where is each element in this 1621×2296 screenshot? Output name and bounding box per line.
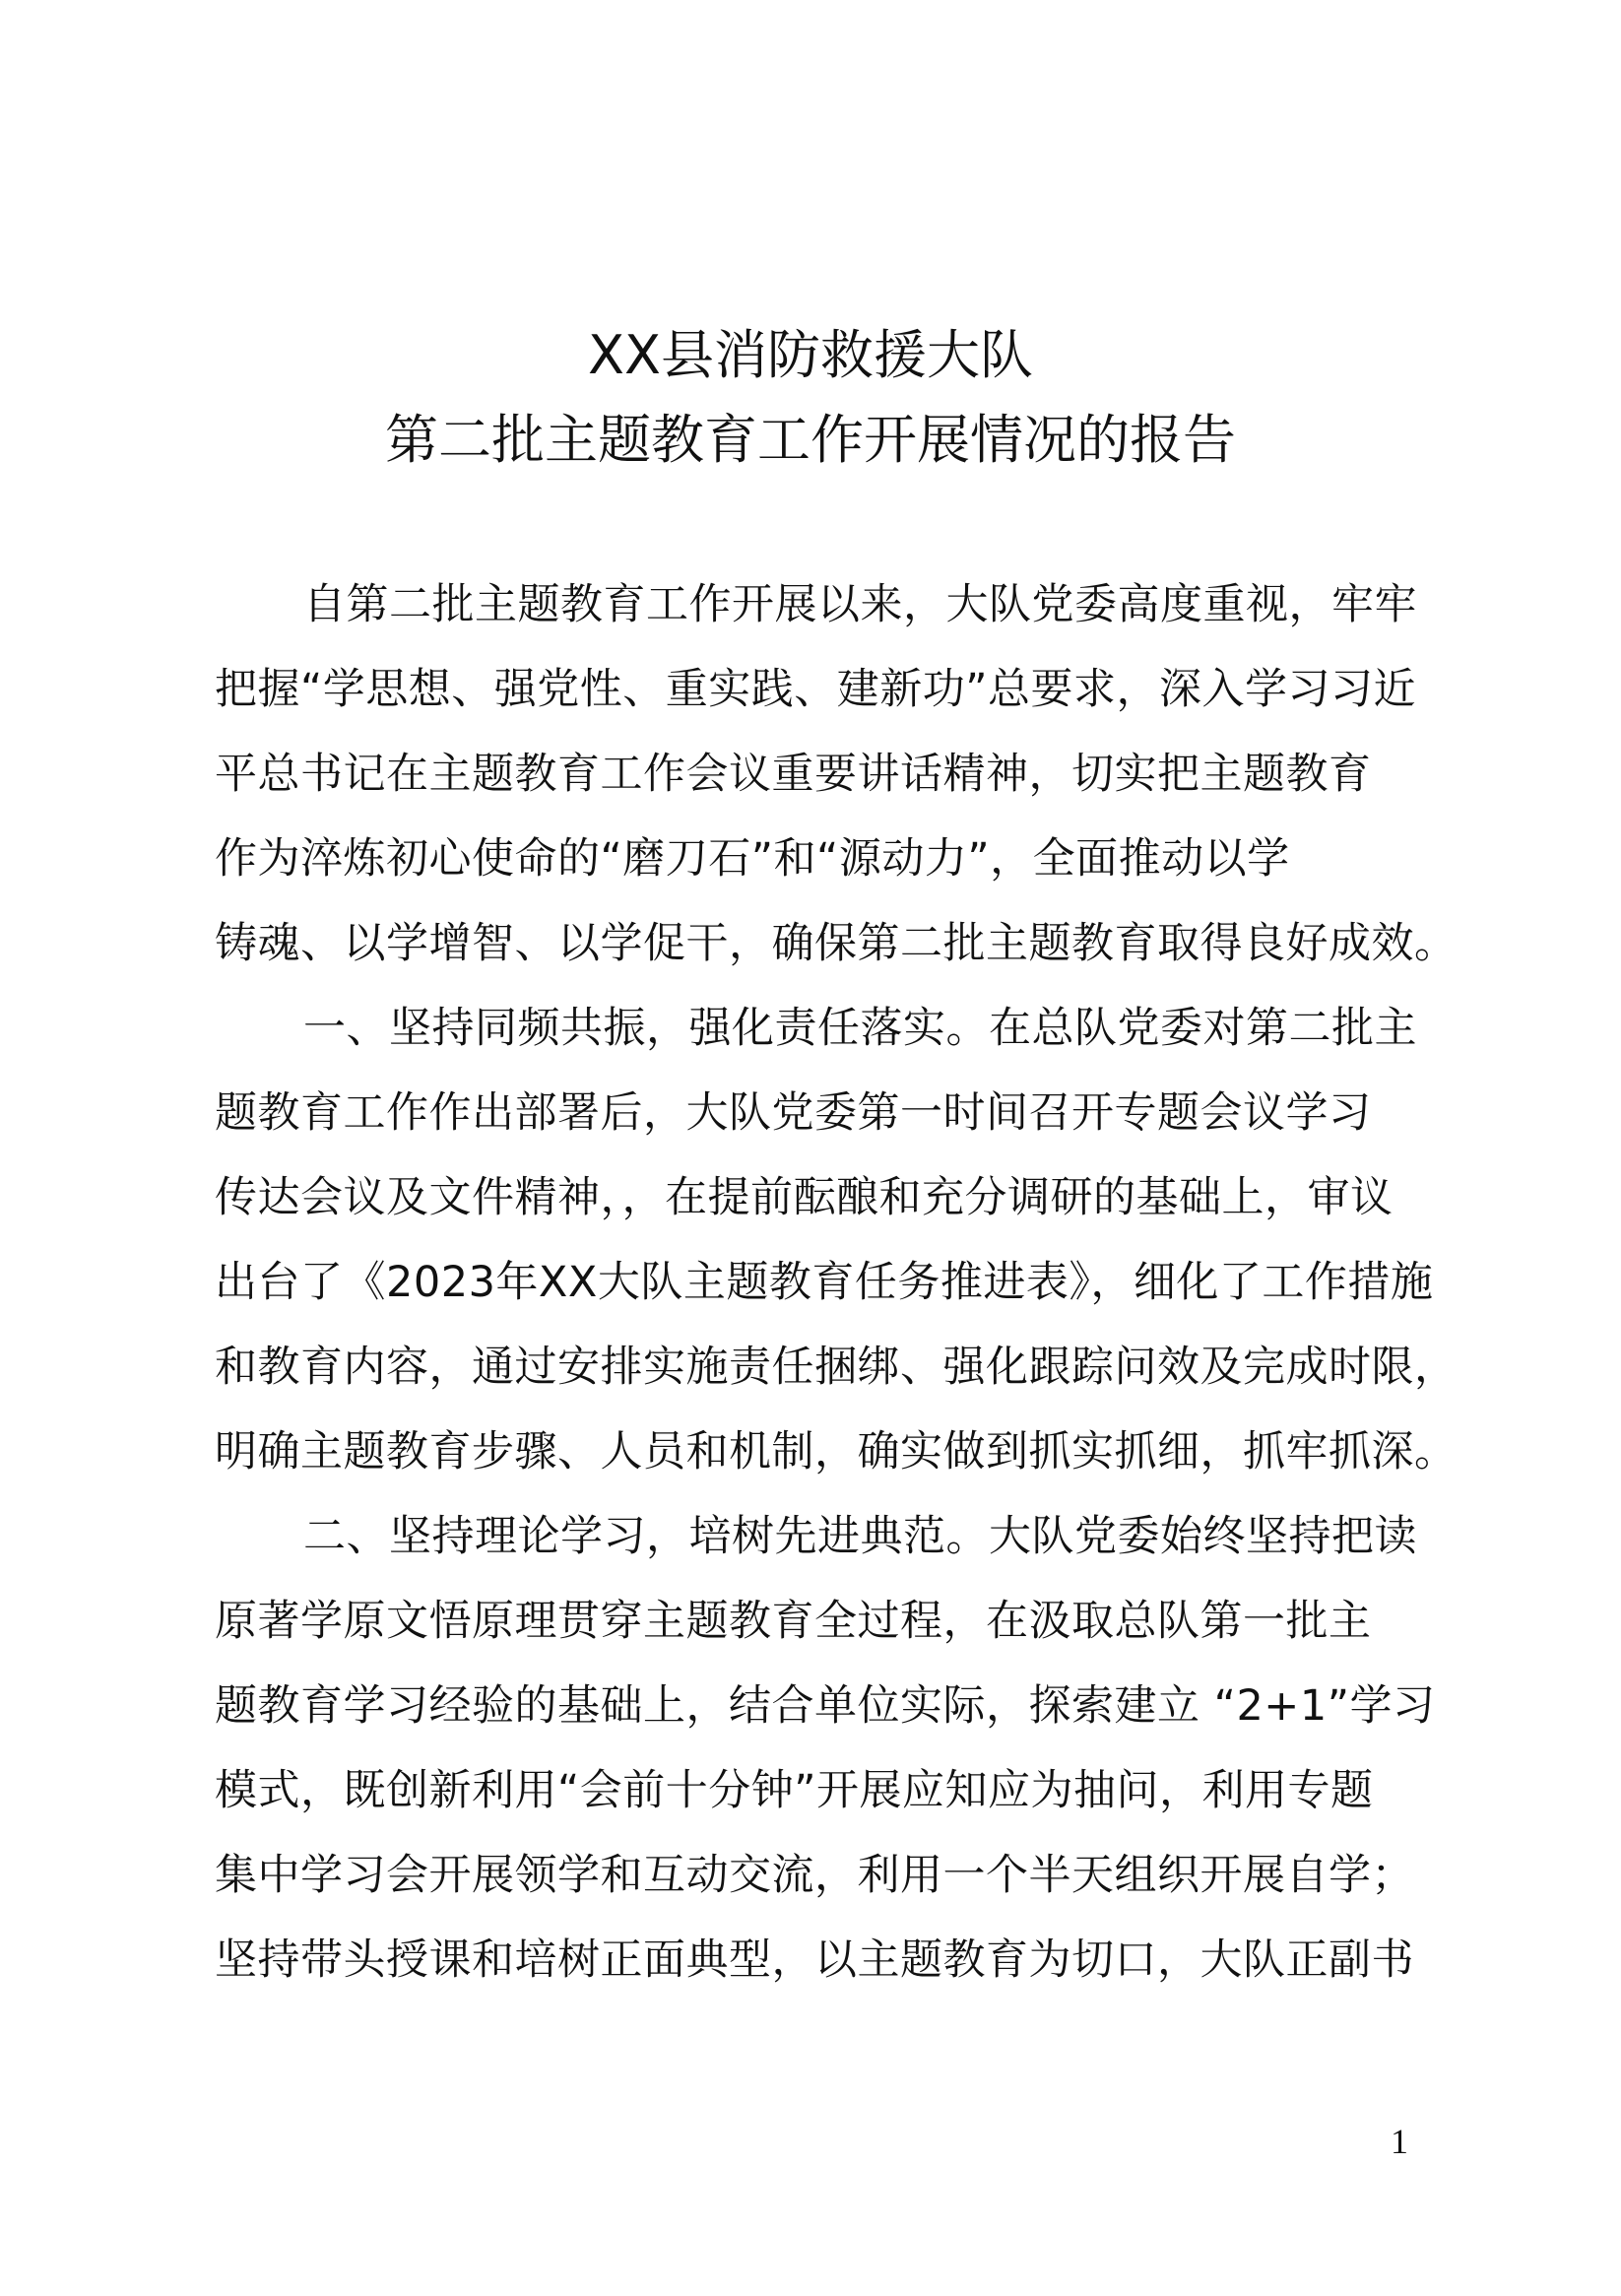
paragraph-2-line-6: 明确主题教育步骤、人员和机制，确实做到抓实抓细，抓牢抓深。 xyxy=(215,1427,1458,1476)
paragraph-2-line-5: 和教育内容，通过安排实施责任捆绑、强化跟踪问效及完成时限， xyxy=(215,1343,1458,1392)
document-title-line-2: 第二批主题教育工作开展情况的报告 xyxy=(385,409,1236,471)
page-number: 1 xyxy=(1391,2122,1408,2161)
paragraph-1-line-4: 作为淬炼初心使命的“磨刀石”和“源动力”，全面推动以学 xyxy=(215,834,1290,884)
paragraph-2-line-3: 传达会议及文件精神，，在提前酝酿和充分调研的基础上，审议 xyxy=(215,1173,1394,1222)
paragraph-1-line-5: 铸魂、以学增智、以学促干，确保第二批主题教育取得良好成效。 xyxy=(215,919,1458,968)
paragraph-1-line-3: 平总书记在主题教育工作会议重要讲话精神，切实把主题教育 xyxy=(215,750,1372,799)
paragraph-1-line-2: 把握“学思想、强党性、重实践、建新功”总要求，深入学习习近 xyxy=(215,665,1417,714)
paragraph-3-line-5: 集中学习会开展领学和互动交流，利用一个半天组织开展自学； xyxy=(215,1851,1414,1900)
document-title-line-1: XX县消防救援大队 xyxy=(588,324,1033,386)
paragraph-2-line-1: 一、坚持同频共振，强化责任落实。在总队党委对第二批主 xyxy=(303,1004,1417,1053)
paragraph-3-line-4: 模式，既创新利用“会前十分钟”开展应知应为抽问，利用专题 xyxy=(215,1766,1374,1815)
paragraph-2-line-4: 出台了《2023年XX大队主题教育任务推进表》，细化了工作措施 xyxy=(215,1258,1434,1307)
paragraph-3-line-2: 原著学原文悟原理贯穿主题教育全过程，在汲取总队第一批主 xyxy=(215,1597,1372,1646)
paragraph-1-line-1: 自第二批主题教育工作开展以来，大队党委高度重视，牢牢 xyxy=(303,580,1417,629)
paragraph-3-line-3: 题教育学习经验的基础上，结合单位实际，探索建立 “2+1”学习 xyxy=(215,1681,1436,1731)
paragraph-3-line-1: 二、坚持理论学习，培树先进典范。大队党委始终坚持把读 xyxy=(303,1512,1417,1561)
paragraph-2-line-2: 题教育工作作出部署后，大队党委第一时间召开专题会议学习 xyxy=(215,1088,1372,1138)
paragraph-3-line-6: 坚持带头授课和培树正面典型，以主题教育为切口，大队正副书 xyxy=(215,1935,1414,1985)
